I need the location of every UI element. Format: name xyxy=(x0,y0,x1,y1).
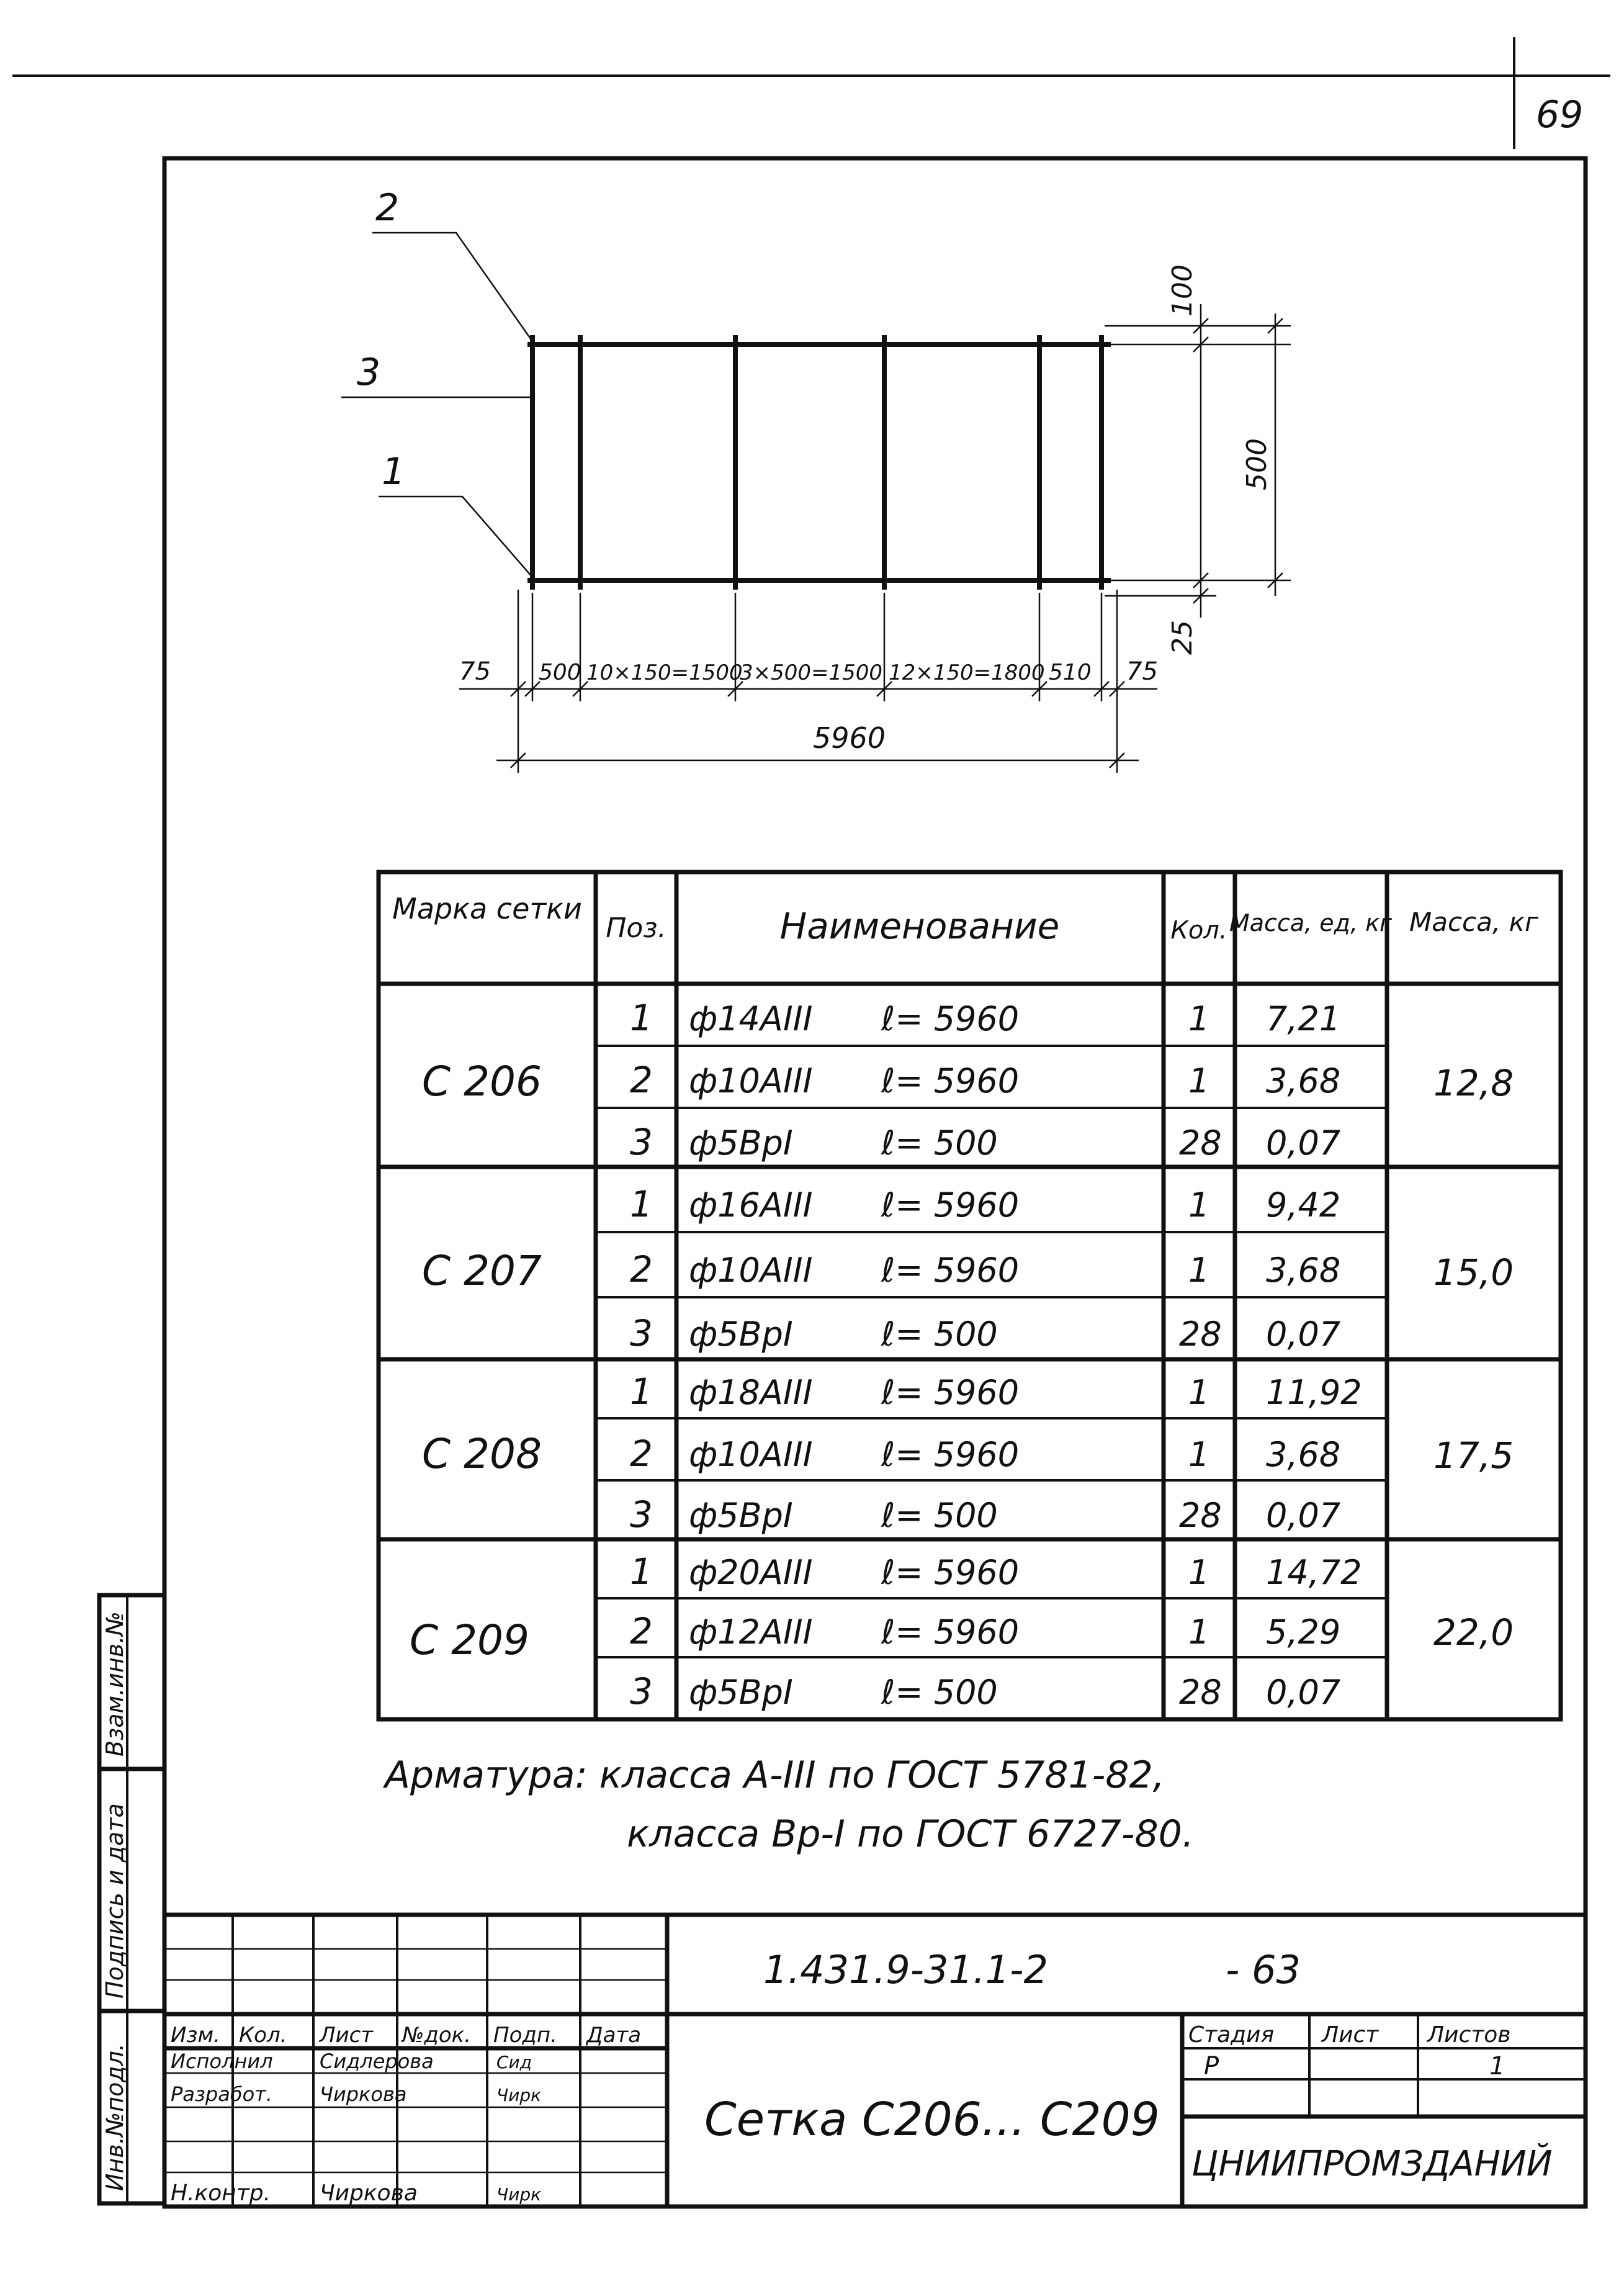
specification-table xyxy=(379,872,1561,1719)
dim-3x500: 3×500=1500 xyxy=(740,660,883,685)
mass-c206: 12,8 xyxy=(1433,1062,1514,1104)
bar-name: ф14АIII xyxy=(689,999,813,1038)
drawing-title: Сетка С206... С209 xyxy=(704,2093,1160,2146)
unit-mass: 7,21 xyxy=(1266,999,1341,1038)
pos: 2 xyxy=(630,1059,653,1101)
dim-510: 510 xyxy=(1049,660,1092,685)
bar-length: ℓ= 500 xyxy=(881,1123,998,1163)
col-izm: Изм. xyxy=(171,2023,220,2048)
col-ndok: №док. xyxy=(402,2023,472,2048)
sign-razrabot: Чирк xyxy=(496,2085,542,2105)
unit-mass: 0,07 xyxy=(1266,1315,1341,1354)
leader-pos-1 xyxy=(379,497,532,577)
col-list: Лист xyxy=(320,2023,374,2048)
bar-length: ℓ= 5960 xyxy=(881,1613,1020,1652)
pos: 1 xyxy=(630,1370,653,1413)
sign-ispolnil: Сид xyxy=(496,2052,532,2072)
dim-75-left: 75 xyxy=(459,657,491,686)
role-nkontr: Н.контр. xyxy=(171,2180,271,2206)
sheet-number: 69 xyxy=(1536,93,1584,137)
document-code: 1.431.9-31.1-2 xyxy=(763,1947,1048,1992)
unit-mass: 5,29 xyxy=(1266,1613,1341,1652)
name-razrabot: Чиркова xyxy=(320,2082,407,2106)
mark-c207: С 207 xyxy=(422,1247,542,1295)
bar-length: ℓ= 5960 xyxy=(881,1061,1020,1100)
col-data: Дата xyxy=(586,2023,642,2048)
qty: 1 xyxy=(1188,1613,1210,1652)
unit-mass: 0,07 xyxy=(1266,1496,1341,1535)
qty: 28 xyxy=(1179,1496,1222,1535)
bar-name: ф5ВрI xyxy=(689,1496,793,1535)
header-mass: Масса, кг xyxy=(1409,907,1539,937)
margin-sign-date: Подпись и дата xyxy=(101,1803,128,1999)
bar-length: ℓ= 5960 xyxy=(881,1185,1020,1225)
title-block xyxy=(164,1915,1586,2207)
unit-mass: 3,68 xyxy=(1266,1251,1341,1290)
pos: 3 xyxy=(630,1121,653,1163)
unit-mass: 11,92 xyxy=(1266,1373,1362,1412)
qty: 1 xyxy=(1188,1251,1210,1290)
qty: 28 xyxy=(1179,1315,1222,1354)
dim-500-left: 500 xyxy=(539,660,581,685)
pos: 2 xyxy=(630,1610,653,1652)
bar-length: ℓ= 5960 xyxy=(881,1435,1020,1474)
dim-75-right: 75 xyxy=(1126,657,1158,686)
sign-nkontr: Чирк xyxy=(496,2184,542,2205)
qty: 1 xyxy=(1188,1373,1210,1412)
bar-length: ℓ= 5960 xyxy=(881,1553,1020,1592)
unit-mass: 9,42 xyxy=(1266,1185,1341,1225)
bar-name: ф12АIII xyxy=(689,1613,813,1652)
mark-c208: С 208 xyxy=(422,1430,542,1478)
qty: 1 xyxy=(1188,999,1210,1038)
bar-name: ф10АIII xyxy=(689,1435,813,1474)
unit-mass: 0,07 xyxy=(1266,1673,1341,1712)
bar-length: ℓ= 500 xyxy=(881,1673,998,1712)
dim-500: 500 xyxy=(1241,438,1273,490)
sheets-label: Листов xyxy=(1427,2022,1511,2048)
unit-mass: 3,68 xyxy=(1266,1061,1341,1100)
bar-name: ф5ВрI xyxy=(689,1315,793,1354)
col-podp: Подп. xyxy=(493,2023,557,2048)
bar-length: ℓ= 5960 xyxy=(881,1251,1020,1290)
header-mark-text: Марка сетки xyxy=(392,892,582,925)
name-nkontr: Чиркова xyxy=(320,2180,418,2206)
dim-100: 100 xyxy=(1167,264,1198,317)
mass-c209: 22,0 xyxy=(1433,1611,1514,1653)
bar-name: ф5ВрI xyxy=(689,1123,793,1163)
callout-2: 2 xyxy=(375,186,400,230)
bar-name: ф10АIII xyxy=(689,1061,813,1100)
qty: 1 xyxy=(1188,1553,1210,1592)
sheets-value: 1 xyxy=(1489,2052,1505,2081)
bar-name: ф5ВрI xyxy=(689,1673,793,1712)
qty: 28 xyxy=(1179,1673,1222,1712)
bar-length: ℓ= 5960 xyxy=(881,1373,1020,1412)
header-unit-mass: Масса, ед, кг xyxy=(1229,909,1393,937)
unit-mass: 14,72 xyxy=(1266,1553,1362,1592)
dim-overall: 5960 xyxy=(813,721,886,755)
qty: 1 xyxy=(1188,1061,1210,1100)
bar-name: ф18АIII xyxy=(689,1373,813,1412)
mass-c207: 15,0 xyxy=(1433,1251,1514,1293)
col-kol: Кол. xyxy=(239,2023,287,2048)
note-line-1: Арматура: класса А-III по ГОСТ 5781-82, xyxy=(385,1753,1165,1797)
mass-c208: 17,5 xyxy=(1433,1434,1514,1477)
pos: 2 xyxy=(630,1248,653,1290)
stage-label: Стадия xyxy=(1188,2022,1275,2048)
dim-10x150: 10×150=1500 xyxy=(586,660,743,685)
organization: ЦНИИПРОМЗДАНИЙ xyxy=(1191,2144,1553,2184)
header-qty: Кол. xyxy=(1170,916,1227,945)
bar-length: ℓ= 5960 xyxy=(881,999,1020,1038)
dim-25: 25 xyxy=(1167,620,1198,655)
mesh-drawing xyxy=(341,186,1291,773)
bar-name: ф16АIII xyxy=(689,1185,813,1225)
dim-12x150: 12×150=1800 xyxy=(889,660,1045,685)
bar-name: ф20АIII xyxy=(689,1553,813,1592)
bar-length: ℓ= 500 xyxy=(881,1315,998,1354)
pos: 2 xyxy=(630,1433,653,1475)
pos: 1 xyxy=(630,1183,653,1225)
sheet-ref: - 63 xyxy=(1226,1947,1301,1992)
pos: 3 xyxy=(630,1493,653,1536)
pos: 1 xyxy=(630,1550,653,1593)
margin-inv-orig: Инв.№подл. xyxy=(101,2043,128,2191)
callout-3: 3 xyxy=(357,351,381,394)
left-margin-strip xyxy=(99,1595,164,2203)
role-ispolnil: Исполнил xyxy=(171,2049,273,2073)
pos: 3 xyxy=(630,1312,653,1354)
qty: 1 xyxy=(1188,1435,1210,1474)
unit-mass: 0,07 xyxy=(1266,1123,1341,1163)
pos: 3 xyxy=(630,1670,653,1712)
bar-name: ф10АIII xyxy=(689,1251,813,1290)
pos: 1 xyxy=(630,997,653,1039)
sheet-label: Лист xyxy=(1322,2022,1379,2048)
header-pos: Поз. xyxy=(606,912,666,944)
unit-mass: 3,68 xyxy=(1266,1435,1341,1474)
stage-value: Р xyxy=(1204,2052,1219,2081)
role-razrabot: Разработ. xyxy=(171,2082,272,2106)
bar-length: ℓ= 500 xyxy=(881,1496,998,1535)
header-name: Наименование xyxy=(779,905,1060,947)
note-line-2: класса Вр-I по ГОСТ 6727-80. xyxy=(627,1812,1194,1856)
name-ispolnil: Сидлерова xyxy=(320,2049,434,2073)
header-mark xyxy=(392,892,582,925)
margin-inv-repl: Взам.инв.№ xyxy=(101,1611,128,1757)
qty: 28 xyxy=(1179,1123,1222,1163)
callout-1: 1 xyxy=(382,450,406,493)
qty: 1 xyxy=(1188,1185,1210,1225)
mark-c206: С 206 xyxy=(422,1058,542,1105)
leader-pos-2 xyxy=(372,233,532,341)
mark-c209: С 209 xyxy=(410,1616,530,1664)
